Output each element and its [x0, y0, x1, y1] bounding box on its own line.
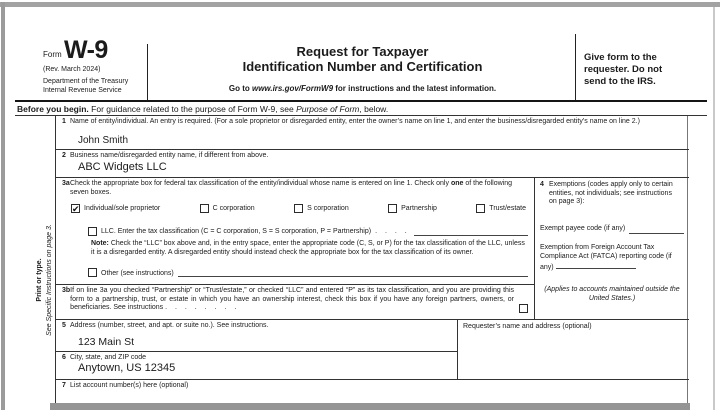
other-entry[interactable] [178, 269, 528, 277]
exemptions-section [535, 178, 689, 319]
trust-estate-checkbox[interactable] [476, 204, 485, 213]
form-title-line2: Identification Number and Certification [242, 59, 483, 74]
goto-post: for instructions and the latest information. [333, 84, 497, 93]
scan-left-edge [1, 2, 5, 410]
exempt-payee-label: Exempt payee code (if any) [540, 225, 626, 232]
s-corporation-checkbox[interactable] [294, 204, 303, 213]
agency-label: Internal Revenue Service [43, 87, 122, 94]
line3-row [56, 178, 689, 320]
fatca-code-entry[interactable] [556, 261, 636, 269]
line5-number: 5 [62, 322, 66, 329]
header-divider-right [575, 34, 576, 100]
note-text: Check the “LLC” box above and, in the entry space, enter the appropriate code (C, S, or P) for the tax classification of the LLC, unless it is a disregarded entity. A disregarded entity should instead check the appropriate box for the tax classification of its owner. [91, 240, 525, 256]
other-option [88, 268, 528, 277]
name-field[interactable]: John Smith [78, 135, 129, 146]
individual-label: Individual/sole proprietor [84, 205, 161, 212]
line7-label: List account number(s) here (optional) [70, 382, 189, 389]
scan-top-edge [0, 2, 720, 7]
llc-checkbox[interactable] [88, 227, 97, 236]
individual-checkbox[interactable]: ✔ [72, 204, 80, 214]
instructions-link-line [155, 84, 570, 93]
line6-row [56, 352, 689, 380]
line2-row [56, 150, 689, 178]
llc-classification-entry[interactable] [414, 228, 528, 236]
address-field[interactable]: 123 Main St [78, 336, 135, 348]
fatca-row [540, 244, 684, 273]
trust-estate-option[interactable] [476, 204, 526, 213]
before-you-begin [17, 104, 388, 114]
s-corporation-option[interactable] [294, 204, 349, 213]
line7-row[interactable] [56, 380, 689, 402]
line3a-number: 3a [62, 180, 70, 187]
form-number: W-9 [64, 36, 108, 64]
form-title [155, 44, 570, 74]
line3a-label-post: of the following seven boxes. [70, 180, 513, 196]
line3b-label [70, 287, 534, 313]
line2-label: Business name/disregarded entity name, if different from above. [70, 152, 269, 159]
before-text: For guidance related to the purpose of Form W-9, see [88, 104, 297, 114]
line1-number: 1 [62, 118, 66, 125]
other-label: Other (see instructions) [101, 270, 174, 277]
line3b-dot-leader: . . . . . . . . [165, 304, 240, 311]
partnership-label: Partnership [401, 205, 437, 212]
llc-note [91, 240, 525, 257]
exemptions-label: Exemptions (codes apply only to certain entities, not individuals; see instructions on page 3): [549, 181, 673, 205]
c-corporation-option[interactable] [200, 204, 255, 213]
line3a-label [70, 180, 532, 197]
before-bold: Before you begin. [17, 104, 89, 114]
purpose-of-form-ref: Purpose of Form [296, 104, 360, 114]
tax-classification-section [56, 178, 534, 319]
header-rule [15, 100, 707, 102]
partnership-checkbox[interactable] [388, 204, 397, 213]
line6-number: 6 [62, 354, 66, 361]
llc-option [88, 227, 528, 236]
partnership-option[interactable] [388, 204, 437, 213]
classification-checkbox-row [71, 204, 526, 213]
fatca-label: Exemption from Foreign Account Tax Compliance Act (FATCA) reporting code (if any) [540, 244, 672, 271]
line3b-text: If on line 3a you checked “Partnership” or “Trust/estate,” or checked “LLC” and entered “P” as its tax classification, and you are providing this form to a partnership, trust, or estate in which you have an ownership interest, check this box if you have any foreign partners, owners, or beneficiaries. See instructions [70, 287, 514, 311]
note-bold: Note: [91, 240, 109, 247]
print-or-type-line: Print or type. [36, 258, 43, 302]
foreign-partners-checkbox[interactable] [519, 304, 528, 313]
c-corporation-label: C corporation [212, 205, 255, 212]
line2-number: 2 [62, 152, 66, 159]
form-table [55, 116, 688, 403]
line7-number: 7 [62, 382, 66, 389]
department-label: Department of the Treasury [43, 78, 129, 85]
goto-pre: Go to [228, 84, 252, 93]
individual-option[interactable] [71, 204, 160, 213]
give-form-note: Give form to the requester. Do not send to the IRS. [584, 52, 663, 87]
line4-number: 4 [540, 181, 544, 188]
line5-label: Address (number, street, and apt. or suite no.). See instructions. [70, 322, 269, 329]
line1-row [56, 116, 689, 150]
other-checkbox[interactable] [88, 268, 97, 277]
exempt-payee-row [540, 225, 684, 234]
form-title-line1: Request for Taxpayer [296, 44, 429, 59]
business-name-field[interactable]: ABC Widgets LLC [78, 161, 167, 173]
before-end: , below. [359, 104, 389, 114]
requester-label: Requester’s name and address (optional) [463, 323, 592, 330]
header-divider-left [147, 44, 148, 100]
print-or-type-note [35, 195, 55, 365]
scan-right-edge [713, 7, 715, 410]
s-corporation-label: S corporation [307, 205, 349, 212]
line3b-number: 3b [62, 287, 71, 294]
form-revision: (Rev. March 2024) [43, 66, 101, 73]
c-corporation-checkbox[interactable] [200, 204, 209, 213]
city-state-zip-field[interactable]: Anytown, US 12345 [78, 362, 176, 374]
llc-label: LLC. Enter the tax classification (C = C corporation, S = S corporation, P = Partnership) [101, 228, 372, 235]
form-word: Form [43, 50, 62, 59]
line3a-label-one: one [450, 180, 464, 187]
line3b-divider [56, 284, 534, 285]
line5-row [56, 320, 457, 352]
line6-label: City, state, and ZIP code [70, 354, 147, 361]
llc-dot-leader: . . . . [375, 228, 410, 235]
part1-section-bar-cutoff [50, 403, 690, 410]
specific-instructions-line: See Specific Instructions on page 3. [46, 224, 53, 336]
exempt-payee-entry[interactable] [629, 226, 684, 234]
trust-estate-label: Trust/estate [489, 205, 526, 212]
irs-url[interactable]: www.irs.gov/FormW9 [251, 84, 334, 93]
line1-label: Name of entity/individual. An entry is required. (For a sole proprietor or disregarded entity, enter the owner’s name on line 1, and enter the business/disregarded entity’s name on line 2.) [70, 118, 640, 125]
line3a-label-pre: Check the appropriate box for federal tax classification of the entity/individual whose name is entered on line 1. Check only [70, 180, 451, 187]
applies-note: (Applies to accounts maintained outside the United States.) [544, 286, 680, 302]
